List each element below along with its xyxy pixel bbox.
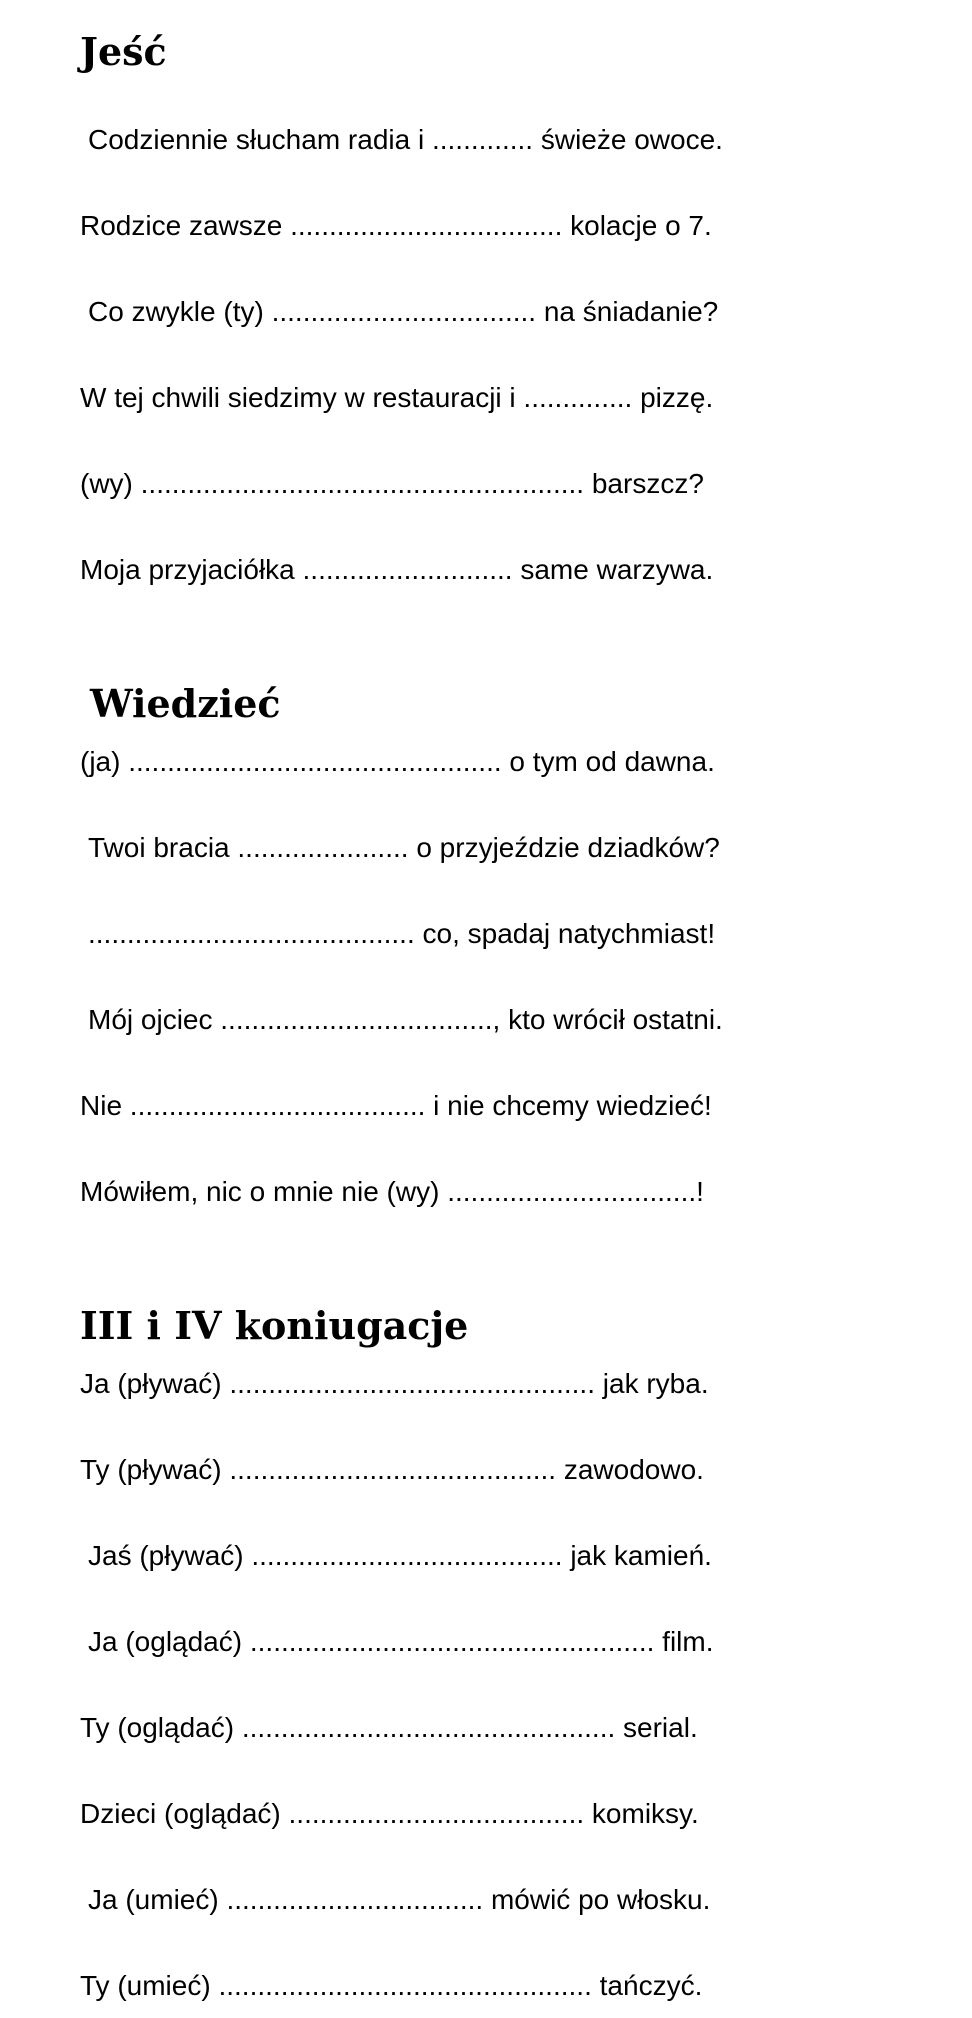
exercise-line: Mówiłem, nic o mnie nie (wy) ................................!: [80, 1176, 704, 1207]
exercise-line: Jaś (pływać) ........................................ jak kamień.: [88, 1540, 712, 1571]
exercise-line: Ty (pływać) .......................................... zawodowo.: [80, 1454, 704, 1485]
section-heading-koniugacje: III i IV koniugacje: [80, 1303, 469, 1348]
exercise-line: (wy) ......................................................... barszcz?: [80, 468, 704, 499]
section-heading-wiedziec: Wiedzieć: [90, 681, 281, 726]
exercise-line: Ty (oglądać) ................................................ serial.: [80, 1712, 698, 1743]
exercise-line: .......................................... co, spadaj natychmiast!: [88, 918, 716, 949]
exercise-line: W tej chwili siedzimy w restauracji i .............. pizzę.: [80, 382, 714, 413]
exercise-line: Mój ojciec ..................................., kto wrócił ostatni.: [88, 1004, 723, 1035]
exercise-line: Co zwykle (ty) .................................. na śniadanie?: [88, 296, 719, 327]
exercise-line: Ja (umieć) ................................. mówić po włosku.: [88, 1884, 711, 1915]
exercise-line: Ja (oglądać) .................................................... film.: [88, 1626, 714, 1657]
exercise-line: Twoi bracia ...................... o przyjeździe dziadków?: [88, 832, 720, 863]
exercise-line: Ja (pływać) ............................................... jak ryba.: [80, 1368, 709, 1399]
exercise-line: Codziennie słucham radia i ............. świeże owoce.: [88, 124, 723, 155]
exercise-line: Rodzice zawsze ................................... kolacje o 7.: [80, 210, 712, 241]
exercise-line: Nie ...................................... i nie chcemy wiedzieć!: [80, 1090, 712, 1121]
exercise-line: Dzieci (oglądać) ...................................... komiksy.: [80, 1798, 699, 1829]
exercise-line: Moja przyjaciółka ........................... same warzywa.: [80, 554, 714, 585]
exercise-line: (ja) ................................................ o tym od dawna.: [80, 746, 715, 777]
exercise-line: Ty (umieć) ................................................ tańczyć.: [80, 1970, 703, 2001]
section-heading-jesc: Jeść: [80, 29, 167, 74]
